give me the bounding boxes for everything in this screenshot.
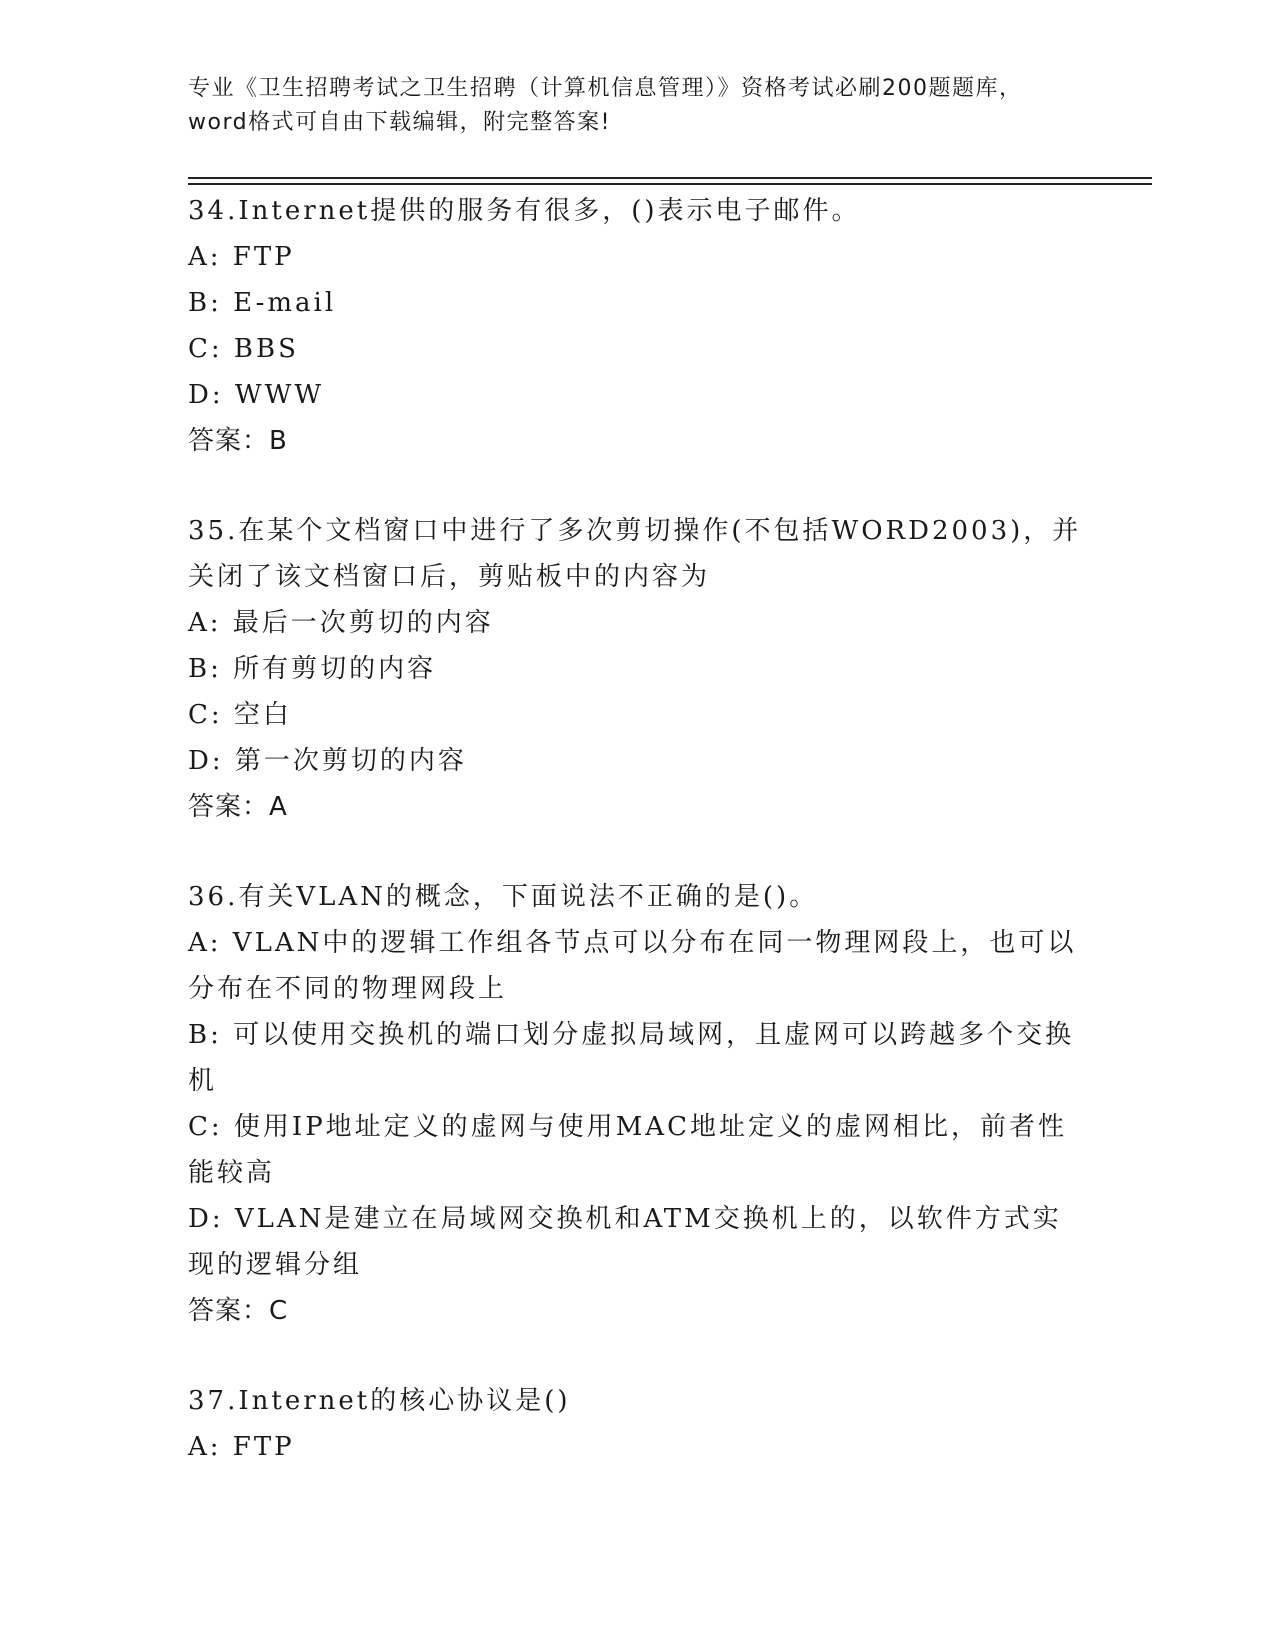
question-text: 34.Internet提供的服务有很多，()表示电子邮件。 xyxy=(188,196,861,226)
option-b: B: 可以使用交换机的端口划分虚拟局域网，且虚网可以跨越多个交换机 xyxy=(188,1020,1075,1096)
question-text: 36.有关VLAN的概念，下面说法不正确的是()。 xyxy=(188,882,819,912)
option-d: D: WWW xyxy=(188,380,325,410)
header-line-2: word格式可自由下载编辑，附完整答案! xyxy=(188,110,611,135)
question-34 xyxy=(188,188,1088,464)
option-c: C: 使用IP地址定义的虚网与使用MAC地址定义的虚网相比，前者性能较高 xyxy=(188,1112,1067,1188)
question-text: 37.Internet的核心协议是() xyxy=(188,1386,571,1416)
option-a: A: FTP xyxy=(188,242,295,272)
option-b: B: 所有剪切的内容 xyxy=(188,654,437,684)
option-d: D: 第一次剪切的内容 xyxy=(188,746,467,776)
option-b: B: E-mail xyxy=(188,288,337,318)
answer-label: 答案：C xyxy=(188,1296,289,1326)
question-list xyxy=(188,188,1088,1514)
document-header xyxy=(188,72,1088,140)
header-divider-top xyxy=(188,177,1152,179)
question-text: 35.在某个文档窗口中进行了多次剪切操作(不包括WORD2003)，并关闭了该文档窗口后，剪贴板中的内容为 xyxy=(188,516,1082,592)
question-36 xyxy=(188,874,1088,1334)
option-c: C: 空白 xyxy=(188,700,292,730)
option-c: C: BBS xyxy=(188,334,299,364)
answer-label: 答案：A xyxy=(188,792,288,822)
header-divider-bottom xyxy=(188,183,1152,185)
question-37 xyxy=(188,1378,1088,1470)
option-a: A: FTP xyxy=(188,1432,295,1462)
option-a: A: 最后一次剪切的内容 xyxy=(188,608,494,638)
header-line-1: 专业《卫生招聘考试之卫生招聘（计算机信息管理）》资格考试必刷200题题库， xyxy=(188,76,1023,101)
question-35 xyxy=(188,508,1088,830)
answer-label: 答案：B xyxy=(188,426,288,456)
option-d: D: VLAN是建立在局域网交换机和ATM交换机上的，以软件方式实现的逻辑分组 xyxy=(188,1204,1062,1280)
option-a: A: VLAN中的逻辑工作组各节点可以分布在同一物理网段上，也可以分布在不同的物理网段上 xyxy=(188,928,1077,1004)
